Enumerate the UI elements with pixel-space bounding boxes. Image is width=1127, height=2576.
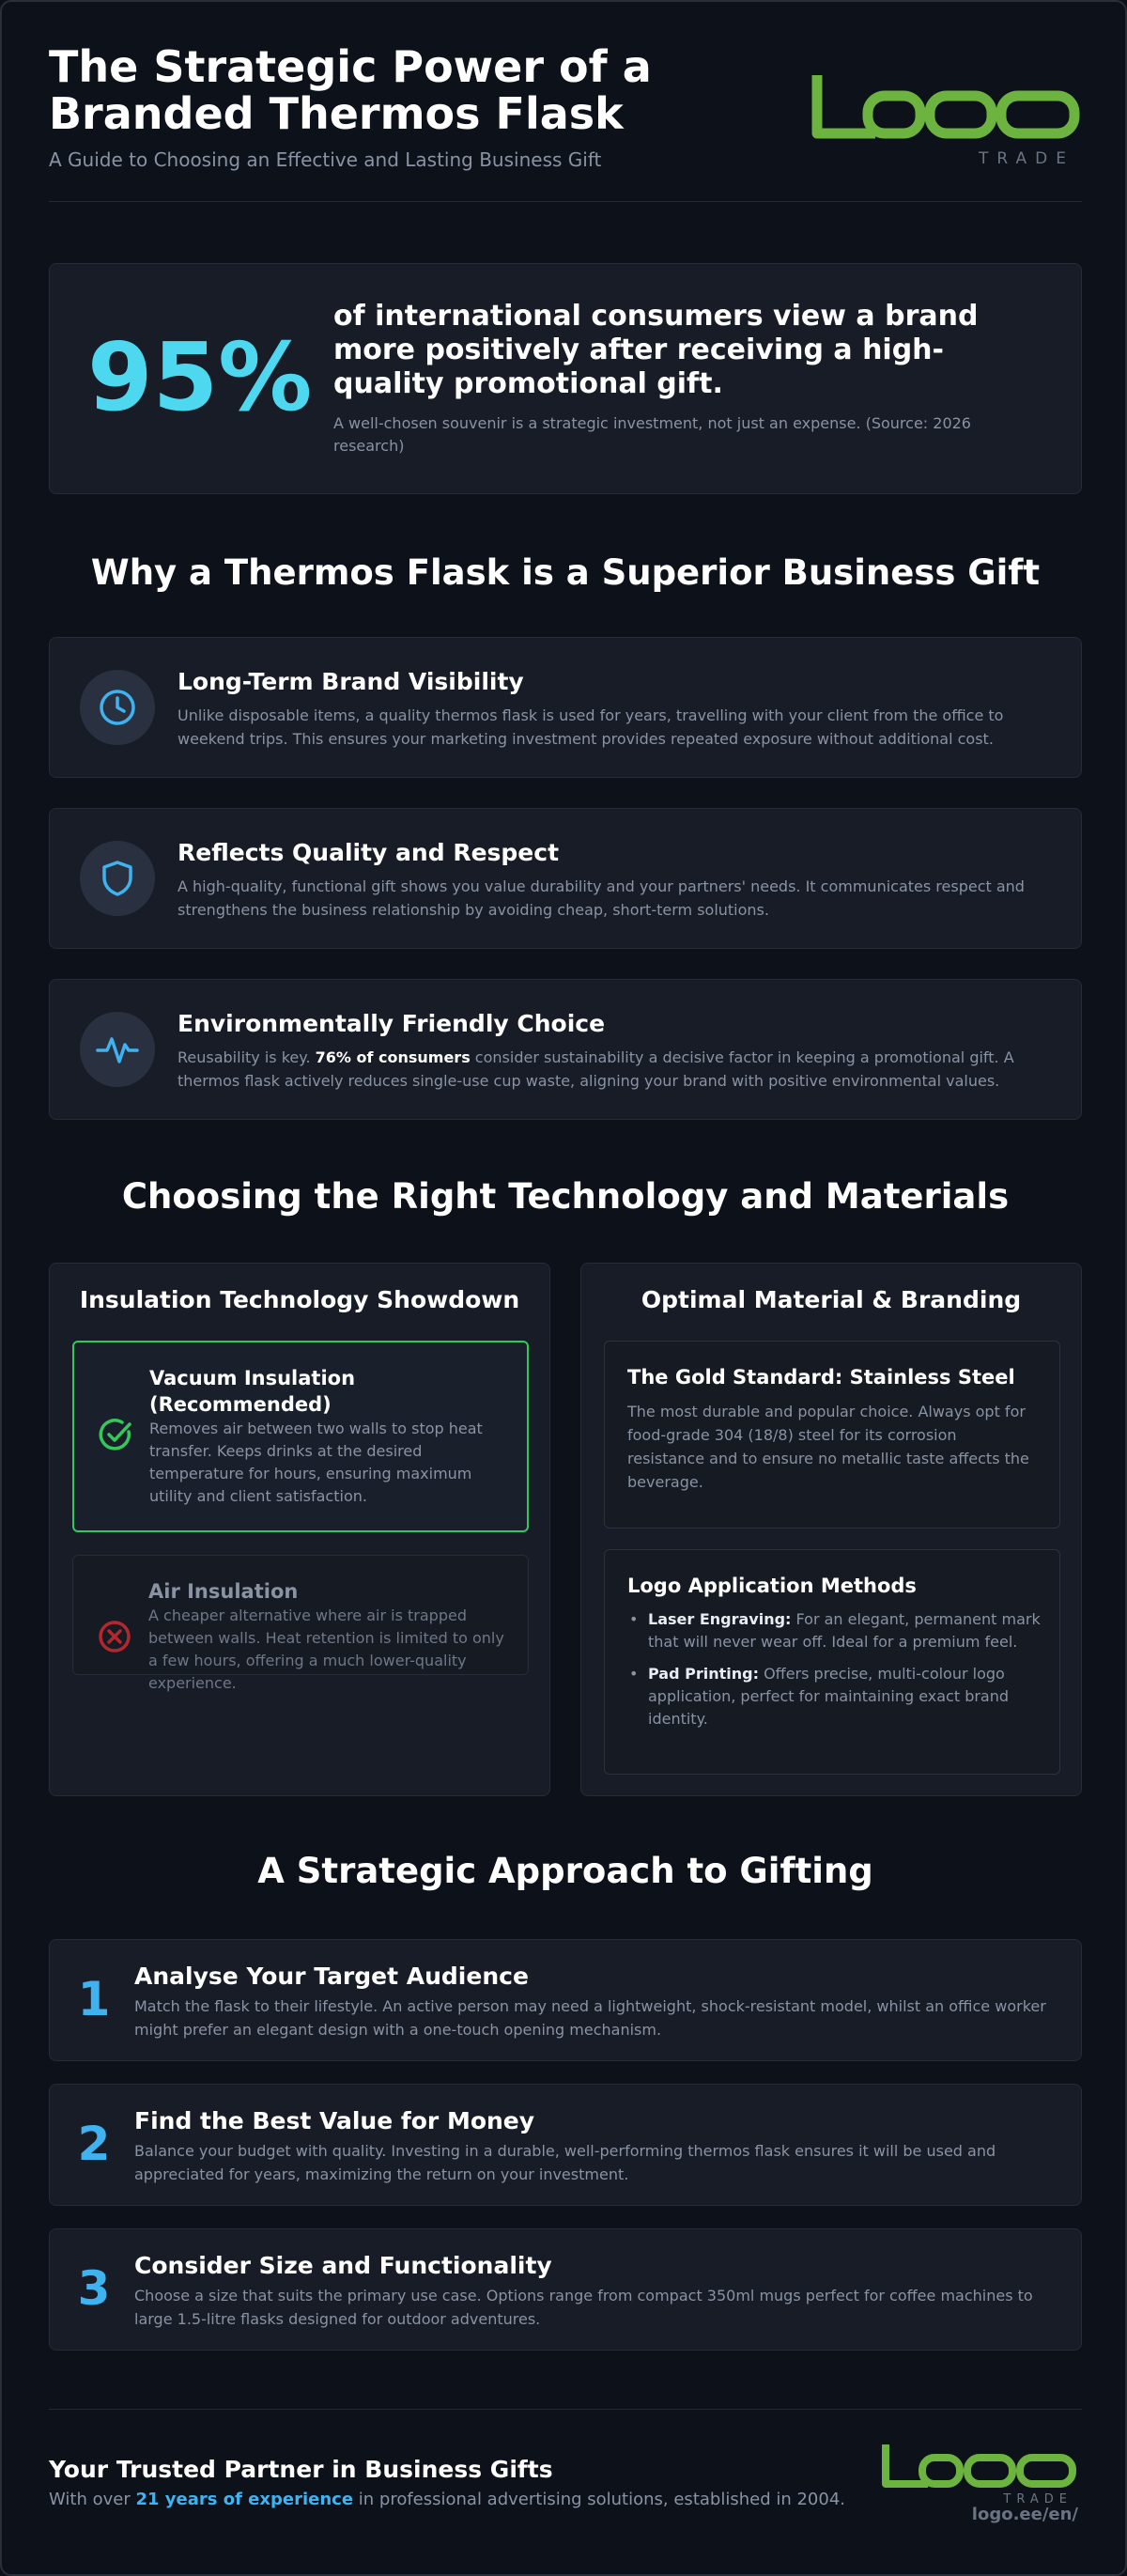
check-circle-icon [97,1416,134,1453]
material-title: The Gold Standard: Stainless Steel [627,1366,1015,1389]
option-text: A cheaper alternative where air is trapped between walls. Heat retention is limited to only a few hours, offering a much lower-quality experience. [148,1606,504,1692]
stat-value: 95% [87,322,313,432]
benefit-text: A high-quality, functional gift shows you value durability and your partners' needs. It communicates respect and strengthens the business relationship by avoiding cheap, short-term solutions. [178,877,1025,919]
benefit-title: Reflects Quality and Respect [178,839,560,866]
step-title: Consider Size and Functionality [134,2252,552,2279]
benefit-title: Long-Term Brand Visibility [178,668,524,695]
logo-trade-logo [810,71,1082,175]
step-card [49,2228,1082,2351]
shield-icon [80,841,155,916]
list-item: • Pad Printing: Offers precise, multi-colour logo application, perfect for maintaining exact brand identity. [627,1663,1041,1730]
logo-methods-card [604,1549,1060,1775]
option-title: Air Insulation [148,1580,299,1603]
methods-list [627,1608,1041,1740]
stat-headline: of international consumers view a brand more positively after receiving a high-quality promotional gift. [333,300,979,400]
stainless-steel-card [604,1341,1060,1529]
clock-icon [80,670,155,745]
logo-trade-logo [881,2441,1078,2508]
benefit-text: Unlike disposable items, a quality thermos flask is used for years, travelling with your client from the office to weekend trips. This ensures your marketing investment provides repeated exposure without additional cost. [178,706,1004,748]
benefit-card [49,637,1082,778]
benefit-card [49,808,1082,949]
option-text: Removes air between two walls to stop heat transfer. Keeps drinks at the desired temperature for hours, ensuring maximum utility and client satisfaction. [149,1420,483,1505]
x-circle-icon [96,1618,133,1655]
step-text: Balance your budget with quality. Investing in a durable, well-performing thermos flask ensures it will be used and appreciated for years, maximizing the return on your investment. [134,2142,996,2183]
step-number: 3 [77,2261,111,2316]
column-title: Optimal Material & Branding [641,1286,1022,1313]
option-title: Vacuum Insulation (Recommended) [149,1367,356,1416]
benefit-card [49,979,1082,1120]
insulation-column [49,1263,550,1796]
page-subtitle: A Guide to Choosing an Effective and Lasting Business Gift [49,148,602,171]
vacuum-insulation-option [72,1341,529,1532]
benefit-title: Environmentally Friendly Choice [178,1010,606,1037]
stat-highlight: 76% of consumers [315,1048,471,1066]
step-text: Match the flask to their lifestyle. An active person may need a lightweight, shock-resistant model, whilst an office worker might prefer an elegant design with a one-touch opening mechanism. [134,1997,1046,2039]
svg-text:TRADE: TRADE [979,149,1074,168]
svg-text:TRADE: TRADE [1003,2492,1073,2506]
page-title: The Strategic Power of a Branded Thermos Flask [49,41,652,139]
stat-card [49,263,1082,494]
list-item: • Laser Engraving: For an elegant, permanent mark that will never wear off. Ideal for a premium feel. [627,1608,1041,1653]
column-title: Insulation Technology Showdown [79,1286,520,1313]
step-title: Analyse Your Target Audience [134,1963,529,1990]
activity-icon [80,1012,155,1087]
section-title-why: Why a Thermos Flask is a Superior Business Gift [90,552,1041,593]
divider [49,201,1082,202]
header [49,43,1082,203]
step-text: Choose a size that suits the primary use case. Options range from compact 350ml mugs perfect for coffee machines to large 1.5-litre flasks designed for outdoor adventures. [134,2287,1033,2328]
step-number: 2 [77,2117,111,2171]
methods-title: Logo Application Methods [627,1575,917,1597]
step-card [49,2084,1082,2206]
footer-title: Your Trusted Partner in Business Gifts [49,2456,553,2483]
benefit-text: Reusability is key. 76% of consumers consider sustainability a decisive factor in keeping a promotional gift. A thermos flask actively reduces single-use cup waste, aligning your brand with positive environmental values. [178,1048,1014,1090]
material-text: The most durable and popular choice. Always opt for food-grade 304 (18/8) steel for its corrosion resistance and to ensure no metallic taste affects the beverage. [627,1403,1029,1491]
divider [49,2409,1082,2410]
section-title-tech: Choosing the Right Technology and Materials [121,1176,1010,1217]
stat-note: A well-chosen souvenir is a strategic investment, not just an expense. (Source: 2026 research) [333,414,971,455]
step-card [49,1939,1082,2061]
step-number: 1 [77,1972,111,2026]
website-link[interactable]: logo.ee/en/ [971,2505,1078,2524]
footer-text: With over 21 years of experience in professional advertising solutions, established in 2004. [49,2490,845,2509]
step-title: Find the Best Value for Money [134,2107,535,2134]
section-title-approach: A Strategic Approach to Gifting [257,1851,873,1891]
experience-highlight: 21 years of experience [135,2490,354,2509]
air-insulation-option [72,1555,529,1692]
material-column [580,1263,1082,1796]
